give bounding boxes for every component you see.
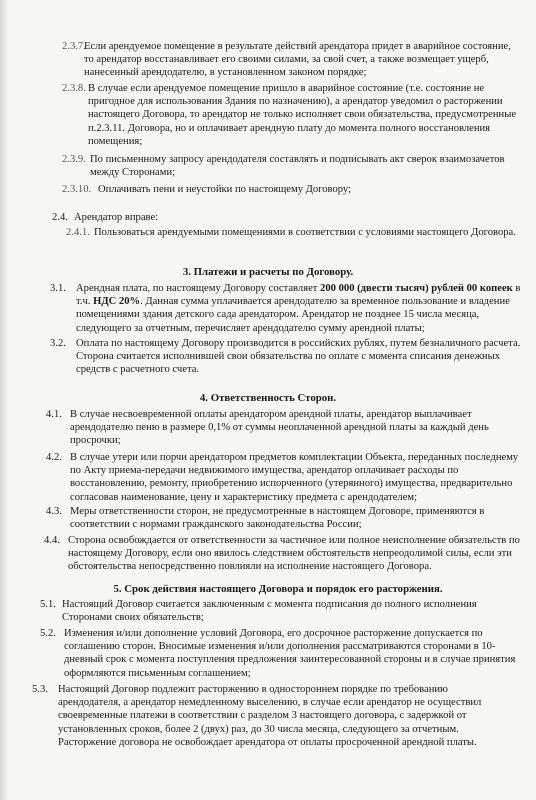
text-line: то арендатор восстанавливает его своими силами, за свой счет, а также возмещает ущерб, [84,54,489,66]
item-number: 5.1. [40,599,56,610]
item-number: 2.4.1. [66,227,90,238]
section-3-heading [0,266,536,279]
text-line: В случае утери или порчи арендатором предметов комплектации Объекта, переданных последнему [70,452,519,463]
text-line: Расторжение договора не освобождает арендатора от оплаты просроченной арендной платы. [58,736,477,748]
item-2-3-9-text [90,153,524,179]
text-line: настоящего Договора, то арендатор не только исполняет свои обязательства, предусмотренные [88,109,517,121]
item-4-3-text [70,505,522,531]
item-number: 4.2. [46,452,62,463]
item-number: 5.2. [40,628,56,639]
text-line: Сторонами своих обязательств; [62,612,204,624]
item-2-3-10-text [98,183,518,196]
section-heading-text: 4. Ответственность Сторон. [199,392,337,404]
item-5-3-text [58,683,522,749]
text-line: соглашению сторон. Вносимые изменения и/или дополнения рассматриваются сторонами в 10- [64,641,496,653]
item-number: 3.2. [50,338,66,349]
item-2-3-8-text [88,82,524,148]
item-number: 2.4. [52,212,68,223]
text-line: Оплачивать пени и неустойки по настоящему Договору; [98,184,352,195]
section-5-heading [10,583,536,596]
item-number: 2.3.9. [62,154,86,165]
text-line: Настоящий Договор считается заключенным с момента подписания до полного исполнения [62,599,477,610]
item-2-3-7-text [84,40,524,80]
item-number: 2.3.10. [62,184,92,195]
item-5-2-text [64,627,522,680]
text-line: арендодателя, а арендатор немедленному выселению, в случае если арендатор не осуществил [58,697,482,709]
text-line: пригодное для использования Здания по назначению), а арендатор уведомил о расторжении [88,96,503,108]
item-2-4-title: Арендатор вправе: [74,212,159,223]
item-5-1-text [62,598,522,624]
item-number: 3.1. [50,283,66,294]
text-line: следующего за отчетным, перечисляет арендодателю сумму арендной платы; [76,322,425,334]
item-3-1-text [76,282,524,335]
text-line: нанесенный арендодателю, в установленном законом порядке; [84,67,367,79]
text-line: Настоящий Договор подлежит расторжению в одностороннем порядке по требованию [58,684,448,695]
text-line: В случае несвоевременной оплаты арендатором арендной платы, арендатор выплачивает [70,409,472,420]
item-number: 2.3.8. [62,83,86,94]
text-line: восстановлению, ремонту, приобретению испорченного (утерянного) имущества, предварительно [70,478,513,490]
item-4-2-text [70,451,522,504]
text-line: соответствии с нормами гражданского законодательства России; [70,519,362,531]
text-line: помещениями здания детского сада арендатором. Арендатор не позднее 15 числа месяца, [76,309,480,321]
text-line: по Акту приема-передачи недвижимого имущества, арендатор оплачивает расходы по [70,465,459,477]
item-number: 4.1. [46,409,62,420]
text-line: арендодателю пеню в размере 0,1% от суммы неоплаченной арендной платы за каждый день [70,422,489,434]
text-line: Оплата по настоящему Договору производится в российских рублях, путем безналичного расчета. [76,338,521,349]
text-line: Арендная плата, по настоящему Договору составляет 200 000 (двести тысяч) рублей 00 копеек в [76,283,521,294]
text-line: средств с расчетного счета. [76,364,200,376]
text-line: дневный срок с момента поступления предложения заинтересованной стороны и в случае принятия [64,654,516,666]
text-line: Меры ответственности сторон, не предусмотренные в настоящем Договоре, применяются в [70,506,485,517]
text-line: п.2.3.11. Договора, но и оплачивает арендную плату до момента полного восстановления [88,122,491,134]
text-line: По письменному запросу арендодателя составлять и подписывать акт сверок взаимозачетов [90,154,505,165]
item-number: 5.3. [32,684,48,695]
text-line: помещения; [88,135,143,147]
text-line: между Сторонами; [90,167,176,179]
text-line: обстоятельства непосредственно повлияли на исполнение настоящего Договора. [68,561,432,573]
text-line: оформляются письменным соглашением; [64,667,251,679]
text-line: В случае если арендуемое помещение пришло в аварийное состояние (т.е. состояние не [88,83,485,94]
item-4-1-text [70,408,522,448]
item-number: 4.4. [44,535,60,546]
text-line: настоящему Договору, если оно явилось следствием обстоятельств непреодолимой силы, если эти [68,548,512,560]
text-line: т.ч. НДС 20%. Данная сумма уплачивается арендодателю за временное пользование и владение [76,296,510,308]
text-line: Сторона освобождается от ответственности за частичное или полное неисполнение обязательств по [68,535,520,546]
section-heading-text: 3. Платежи и расчеты по Договору. [182,266,354,278]
text-line: Изменения и/или дополнение условий Договора, его досрочное расторжение допускается по [64,628,483,639]
section-4-heading [0,392,536,405]
text-line: просрочки; [70,435,121,447]
text-line: Если арендуемое помещение в результате действий арендатора придет в аварийное состояние, [84,41,511,52]
text-line: согласовав наименование, цену и характеристику предмета с арендодателем; [70,491,418,503]
item-4-4-text [68,534,522,574]
item-3-2-text [76,337,524,377]
section-heading-text: 5. Срок действия настоящего Договора и порядок его расторжения. [113,583,443,595]
text-line: Сторона считается исполнившей свои обязательства по оплате с момента списания денежных [76,351,501,363]
text-line: установленных сроков, более 2 (двух) раз, до 30 числа месяца, следующего за отчетным. [58,723,459,735]
text-line: своевременные платежи в соответствии с разделом 3 настоящего договора, с задержкой от [58,710,467,722]
item-2-4-1-text: Пользоваться арендуемыми помещениями в соответствии с условиями настоящего Договора. [94,227,516,238]
item-number: 4.3. [46,506,62,517]
item-number: 2.3.7. [62,41,86,52]
